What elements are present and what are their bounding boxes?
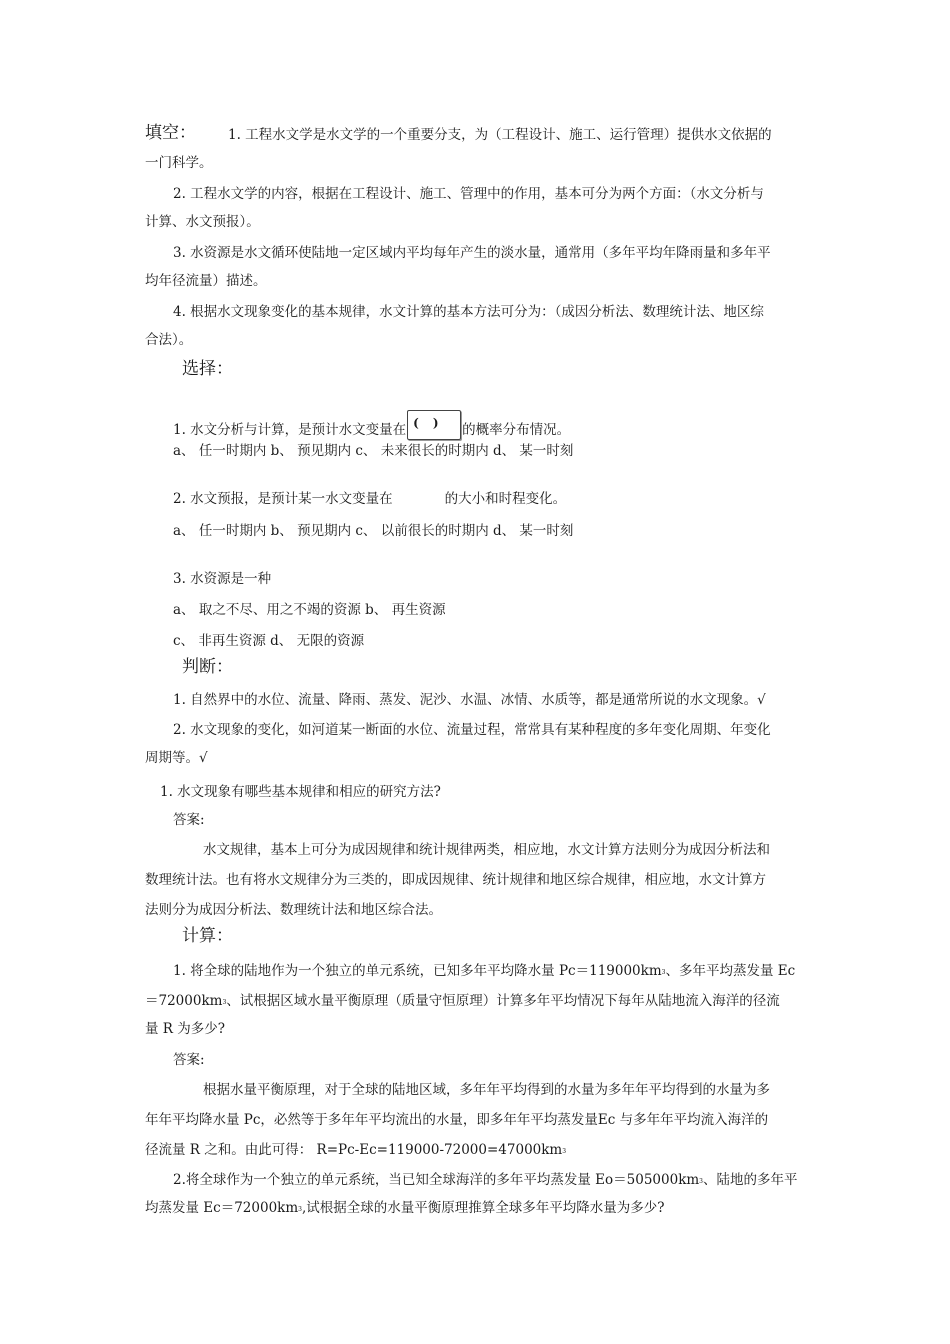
calc-heading: 计算：: [182, 926, 233, 946]
choice-q1: 1. 水文分析与计算，是预计水文变量在 () 的概率分布情况。: [173, 410, 838, 440]
fill-heading: 填空：: [145, 123, 196, 143]
short-answer-label: 答案:: [173, 812, 205, 828]
fill-q1-line2: 一门科学。: [145, 155, 213, 171]
calc-q2-line1: 2.将全球作为一个独立的单元系统，当已知全球海洋的多年平均蒸发量 Eo＝505000km3、陆地的多年平: [173, 1172, 798, 1188]
short-answer-line2: 数理统计法。也有将水文规律分为三类的，即成因规律、统计规律和地区综合规律，相应地，水文计算方: [145, 872, 766, 888]
fill-q1-line1: 1. 工程水文学是水文学的一个重要分支，为（工程设计、施工、运行管理）提供水文依据的: [228, 127, 772, 143]
answer-blank-box: (): [407, 410, 461, 440]
choice-q2-options: a、 任一时期内 b、 预见期内 c、 以前很长的时期内 d、 某一时刻: [173, 523, 574, 539]
calc-q1-line2: ＝72000km3、试根据区域水量平衡原理（质量守恒原理）计算多年平均情况下每年从陆地流入海洋的径流: [145, 993, 780, 1009]
calc-q2-line2: 均蒸发量 Ec＝72000km3,试根据全球的水量平衡原理推算全球多年平均降水量为多少?: [145, 1200, 665, 1216]
short-q1: 1. 水文现象有哪些基本规律和相应的研究方法?: [160, 784, 441, 800]
calc-answer-label: 答案:: [173, 1052, 205, 1068]
fill-q2-line2: 计算、水文预报）。: [145, 214, 260, 230]
calc-q1-line1: 1. 将全球的陆地作为一个独立的单元系统，已知多年平均降水量 Pc＝119000km3、多年平均蒸发量 Ec: [173, 963, 796, 979]
fill-q3-line1: 3. 水资源是水文循环使陆地一定区域内平均每年产生的淡水量，通常用（多年平均年降雨量和多年平: [173, 245, 771, 261]
choice-q3: 3. 水资源是一种: [173, 571, 272, 587]
judge-heading: 判断：: [182, 657, 233, 677]
choice-heading: 选择：: [182, 359, 233, 379]
judge-q2-line1: 2. 水文现象的变化，如河道某一断面的水位、流量过程，常常具有某种程度的多年变化周期、年变化: [173, 722, 771, 738]
fill-q4-line2: 合法）。: [145, 332, 193, 348]
calc-answer-line1: 根据水量平衡原理，对于全球的陆地区域，多年年平均得到的水量为多年年平均得到的水量为多: [203, 1082, 770, 1098]
judge-q1: 1. 自然界中的水位、流量、降雨、蒸发、泥沙、水温、冰情、水质等，都是通常所说的水文现象。√: [173, 692, 766, 708]
fill-q2-line1: 2. 工程水文学的内容，根据在工程设计、施工、管理中的作用，基本可分为两个方面：（水文分析与: [173, 186, 764, 202]
fill-q4-line1: 4. 根据水文现象变化的基本规律，水文计算的基本方法可分为：（成因分析法、数理统计法、地区综: [173, 304, 764, 320]
calc-answer-line2: 年年平均降水量 Pc，必然等于多年年平均流出的水量，即多年年平均蒸发量Ec 与多年年平均流入海洋的: [145, 1112, 769, 1128]
calc-answer-line3: 径流量 R 之和。由此可得： R=Pc-Ec=119000-72000=47000km3: [145, 1142, 567, 1158]
choice-q3-options-1: a、 取之不尽、用之不竭的资源 b、 再生资源: [173, 602, 446, 618]
short-answer-line3: 法则分为成因分析法、数理统计法和地区综合法。: [145, 902, 442, 918]
calc-q1-line3: 量 R 为多少?: [145, 1021, 225, 1037]
choice-q2: 2. 水文预报，是预计某一水文变量在 的大小和时程变化。: [173, 491, 567, 507]
fill-q3-line2: 均年径流量）描述。: [145, 273, 267, 289]
short-answer-line1: 水文规律，基本上可分为成因规律和统计规律两类，相应地，水文计算方法则分为成因分析法和: [203, 842, 770, 858]
judge-q2-line2: 周期等。√: [145, 750, 208, 766]
choice-q3-options-2: c、 非再生资源 d、 无限的资源: [173, 633, 365, 649]
choice-q1-options: a、 任一时期内 b、 预见期内 c、 未来很长的时期内 d、 某一时刻: [173, 443, 574, 459]
